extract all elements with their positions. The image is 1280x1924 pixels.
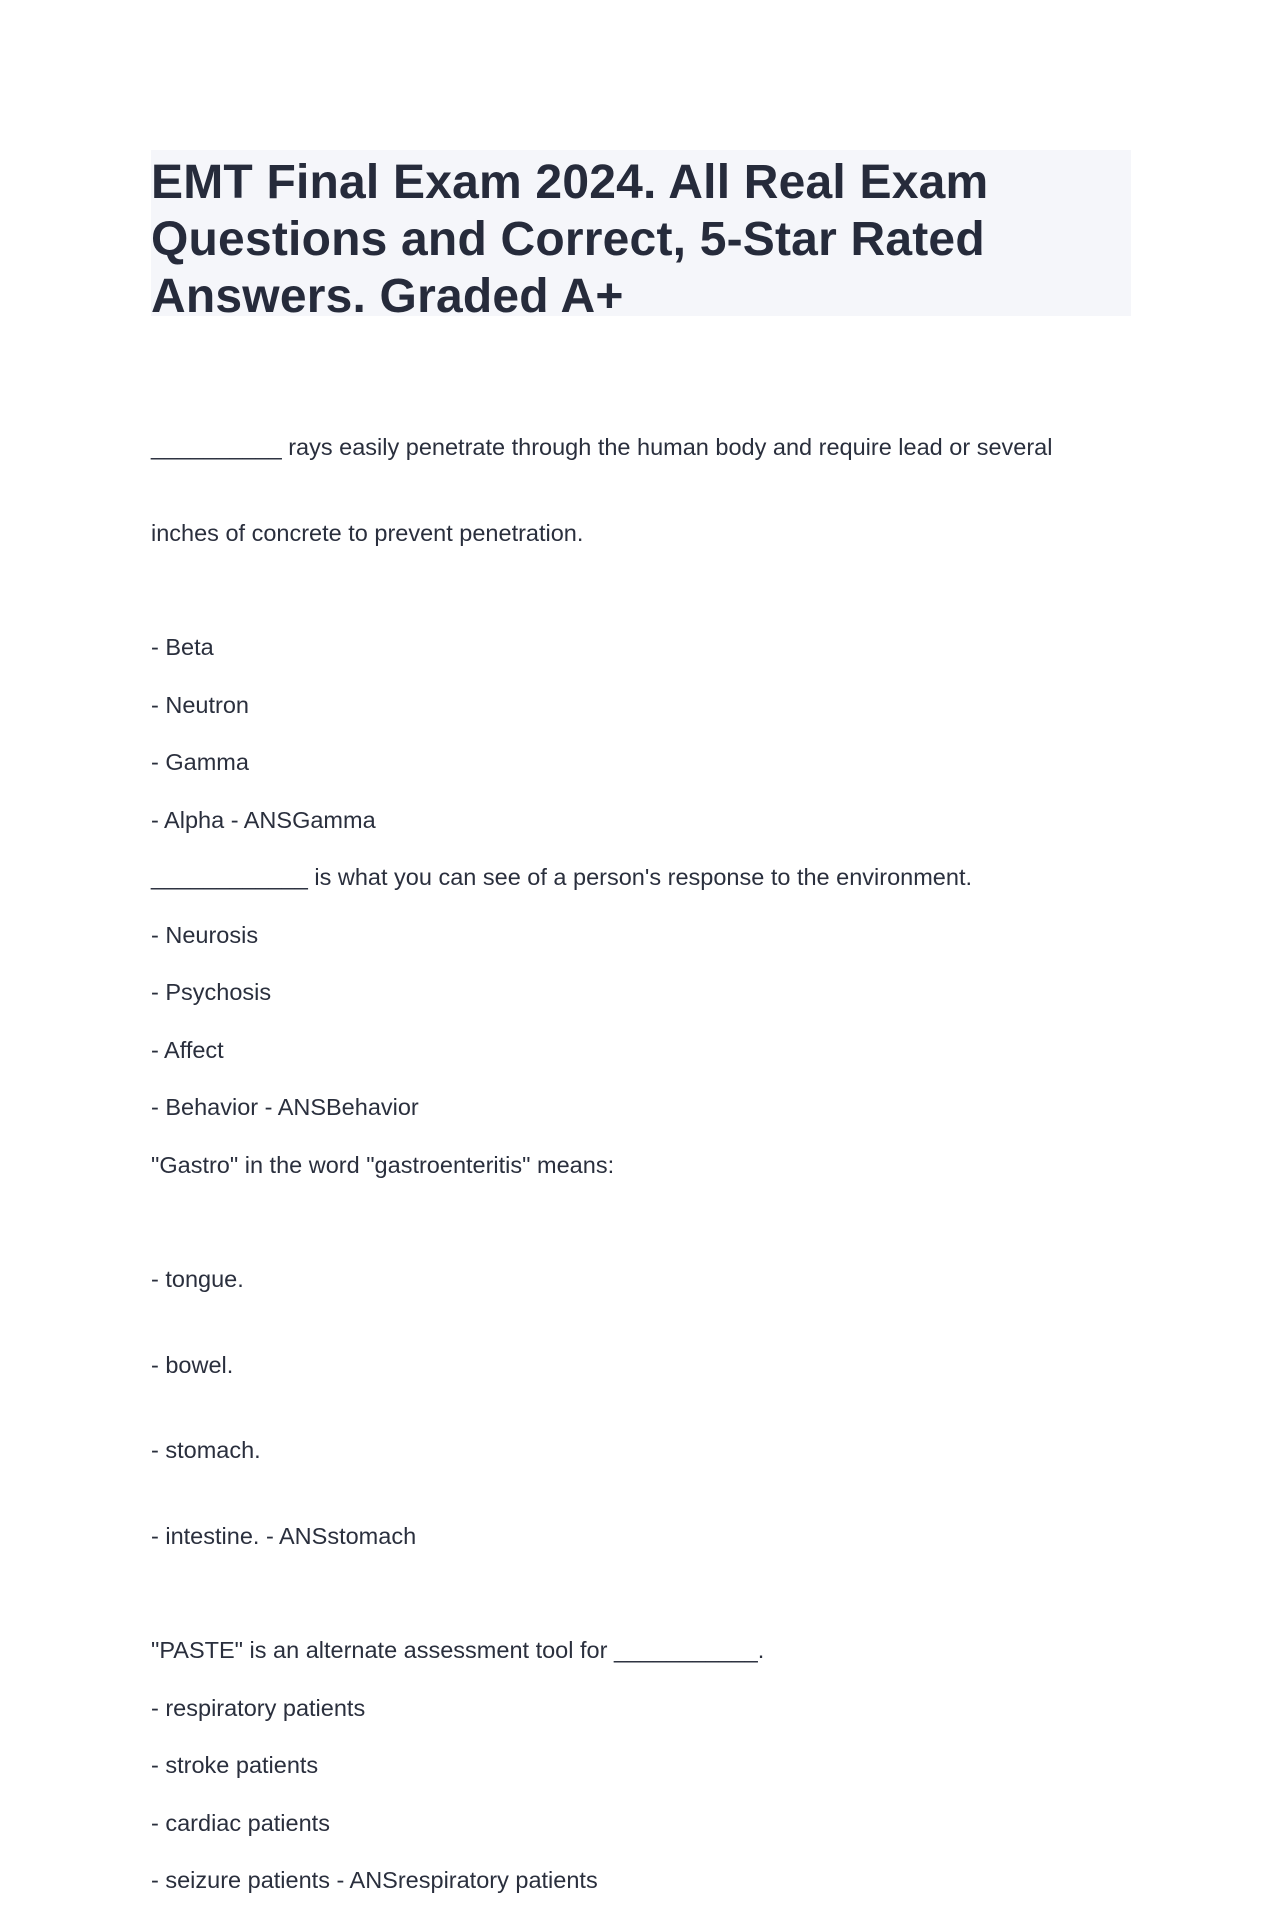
- text-line: - Psychosis: [151, 979, 272, 1005]
- text-line: - stroke patients: [151, 1752, 319, 1778]
- question-2-option-answer: [151, 1093, 1131, 1122]
- document-page: [151, 150, 1131, 1924]
- question-4-option: [151, 1751, 1131, 1780]
- text-line: "Gastro" in the word "gastroenteritis" means:: [151, 1151, 615, 1178]
- question-2-option: [151, 1036, 1131, 1065]
- question-1-stem: [151, 376, 1131, 604]
- question-2-option: [151, 921, 1131, 950]
- question-2-option: [151, 978, 1131, 1007]
- text-line: __________ rays easily penetrate through the human body and require lead or several: [151, 434, 1053, 460]
- text-line: - Alpha - ANSGamma: [151, 806, 376, 833]
- question-4-stem: [151, 1636, 1131, 1665]
- text-line: - Gamma: [151, 749, 249, 775]
- question-3-stem: [151, 1151, 1131, 1180]
- question-4-option: [151, 1809, 1131, 1838]
- text-line: - Affect: [151, 1036, 224, 1063]
- question-4-option-answer: [151, 1866, 1131, 1895]
- text-line: - respiratory patients: [151, 1694, 366, 1721]
- question-3-options: [151, 1208, 1131, 1607]
- text-line: "PASTE" is an alternate assessment tool for ___________.: [151, 1637, 765, 1663]
- question-1-option: [151, 691, 1131, 720]
- document-title: EMT Final Exam 2024. All Real Exam Questions and Correct, 5-Star Rated Answers. Graded A+: [151, 156, 989, 323]
- text-line: - Neurosis: [151, 921, 259, 948]
- text-line: - stomach.: [151, 1437, 261, 1463]
- text-line: ____________ is what you can see of a person's response to the environment.: [151, 864, 973, 890]
- text-line: - Behavior - ANSBehavior: [151, 1094, 419, 1120]
- text-line: - bowel.: [151, 1351, 234, 1378]
- text-line: - tongue.: [151, 1266, 244, 1292]
- question-2-stem: [151, 863, 1131, 892]
- question-4-option: [151, 1694, 1131, 1723]
- text-line: - Neutron: [151, 691, 249, 718]
- text-line: - seizure patients - ANSrespiratory patients: [151, 1867, 598, 1893]
- text-line: inches of concrete to prevent penetration.: [151, 519, 584, 546]
- question-1-option: [151, 633, 1131, 662]
- text-line: - intestine. - ANSstomach: [151, 1522, 417, 1549]
- question-1-option: [151, 748, 1131, 777]
- text-line: - Beta: [151, 634, 214, 660]
- text-line: - cardiac patients: [151, 1809, 330, 1836]
- title-block: [151, 150, 1131, 323]
- question-1-option-answer: [151, 806, 1131, 835]
- document-body: [151, 376, 1131, 1895]
